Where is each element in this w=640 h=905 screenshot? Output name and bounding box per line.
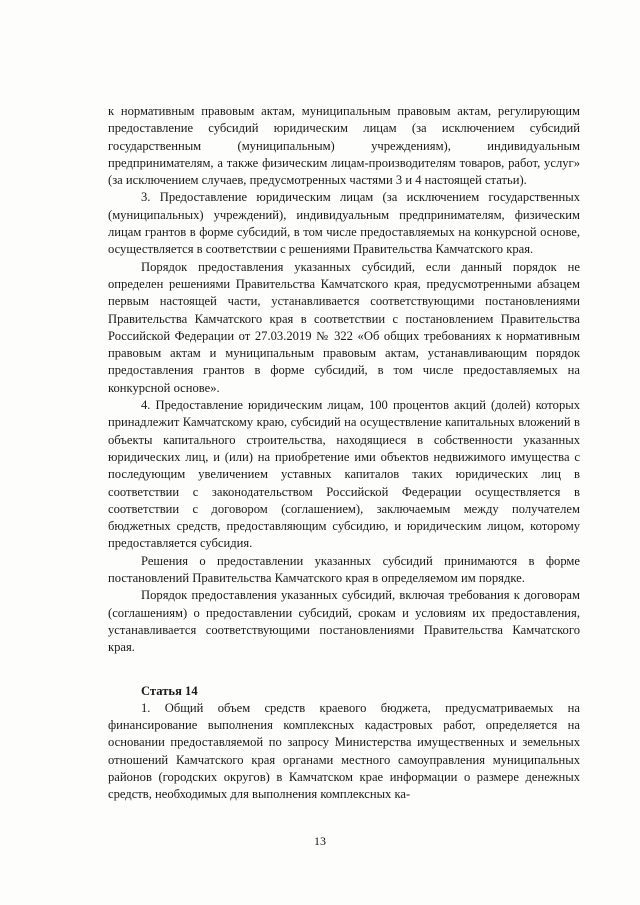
paragraph-part-4: 4. Предоставление юридическим лицам, 100 процентов акций (долей) которых принадлежит Камчатскому краю, субсидий на осуществление капитальных вложений в объекты капитального строительства, находящиеся в собственности указанных юридических лиц, и (или) на приобретение ими объектов недвижимого имущества с последующим увеличением уставных капиталов таких юридических лиц в соответствии с законодательством Российской Федерации осуществляется в соответствии с договором (соглашением), заключаемым между получателем бюджетных средств, предоставляющим субсидию, и юридическим лицом, которому предоставляется субсидия. xyxy=(108,398,580,551)
paragraph-part-3: 3. Предоставление юридическим лицам (за исключением государственных (муниципальных) учреждений), индивидуальным предпринимателям, физическим лицам грантов в форме субсидий, в том числе предоставляемых на конкурсной основе, осуществляется в соответствии с решениями Правительства Камчатского края. xyxy=(108,190,580,257)
article-heading: Статья 14 xyxy=(141,683,198,698)
page-number: 13 xyxy=(314,834,326,848)
paragraph-part-3-procedure: Порядок предоставления указанных субсидий, если данный порядок не определен решениями Правительства Камчатского края, предусмотренными абзацем первым настоящей части, устанавливается соответствующими постановлениями Правительства Камчатского края в соответствии с постановлением Правительства Российской Федерации от 27.03.2019 № 322 «Об общих требованиях к нормативным правовым актам и муниципальным правовым актам, устанавливающим порядок предоставления грантов в форме субсидий, в том числе предоставляемых на конкурсной основе». xyxy=(108,259,580,395)
paragraph-continuation: к нормативным правовым актам, муниципальным правовым актам, регулирующим предоставление субсидий юридическим лицам (за исключением субсидий государственным (муниципальным) учреждениям), индивидуальным предпринимателям, а также физическим лицам-производителям товаров, работ, услуг» (за исключением случаев, предусмотренных частями 3 и 4 настоящей статьи). xyxy=(108,104,580,188)
article-14-paragraph-1: 1. Общий объем средств краевого бюджета, предусматриваемых на финансирование выполнения комплексных кадастровых работ, определяется на основании предоставляемой по запросу Министерства имущественных и земельных отношений Камчатского края органами местного самоуправления муниципальных районов (городских округов) в Камчатском крае информации о размере денежных средств, необходимых для выполнения комплексных ка- xyxy=(108,700,580,802)
paragraph-part-4-procedure: Порядок предоставления указанных субсидий, включая требования к договорам (соглашениям) о предоставлении субсидий, срокам и условиям их предоставления, устанавливается соответствующими постановлениями Правительства Камчатского края. xyxy=(108,588,580,655)
paragraph-part-4-decisions: Решения о предоставлении указанных субсидий принимаются в форме постановлений Правительства Камчатского края в определяемом им порядке. xyxy=(108,553,580,586)
document-body xyxy=(108,103,580,804)
